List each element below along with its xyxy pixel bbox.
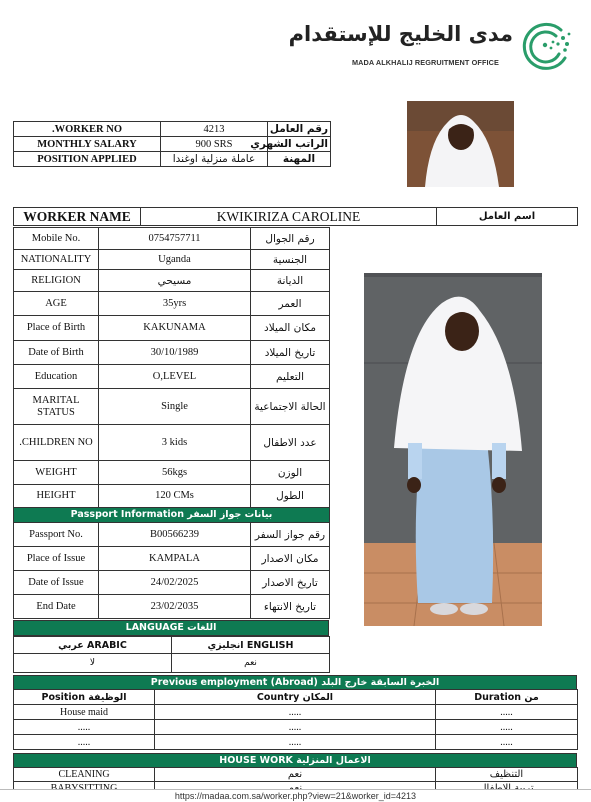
- marital-label-ar: الحالة الاجتماعية: [251, 389, 330, 425]
- worker-full-photo: [364, 273, 542, 626]
- passport-no-label-ar: رقم جواز السفر: [251, 523, 330, 547]
- height-value: 120 CMs: [99, 485, 251, 508]
- age-value: 35yrs: [99, 292, 251, 316]
- task-value: نعم: [155, 768, 436, 782]
- dob-label-ar: تاريخ الميلاد: [251, 341, 330, 365]
- dob-label: Date of Birth: [14, 341, 99, 365]
- table-row: [14, 690, 578, 705]
- language-section-heading: LANGUAGE اللغات: [13, 620, 329, 636]
- education-label-ar: التعليم: [251, 365, 330, 389]
- weight-value: 56kgs: [99, 461, 251, 485]
- worker-headshot-photo: [407, 101, 514, 187]
- position-value: عاملة منزلية اوغندا: [161, 152, 268, 167]
- table-row: [14, 389, 330, 425]
- position-label: POSITION APPLIED: [14, 152, 161, 167]
- table-row: [14, 137, 331, 152]
- logo-english-name: MADA ALKHALIJ REGRUITMENT OFFICE: [352, 58, 499, 67]
- worker-no-value: 4213: [161, 122, 268, 137]
- prev-position: .....: [14, 735, 155, 750]
- col-position-header: Position الوظيفة: [14, 690, 155, 705]
- weight-label-ar: الوزن: [251, 461, 330, 485]
- previous-employment-heading: Previous employment (Abroad) الخبرة السابقة خارج البلد: [13, 675, 577, 690]
- passport-section-heading: Passport Information بيانات جواز السفر: [14, 508, 330, 523]
- house-work-heading: HOUSE WORK الاعمال المنزلية: [13, 753, 577, 768]
- col-country-header: Country المكان: [155, 690, 436, 705]
- table-row: [14, 316, 330, 341]
- table-row: [14, 122, 331, 137]
- end-date-label-ar: تاريخ الانتهاء: [251, 595, 330, 619]
- company-logo: [288, 18, 575, 74]
- prev-country: .....: [155, 720, 436, 735]
- religion-label-ar: الديانة: [251, 270, 330, 292]
- end-date-value: 23/02/2035: [99, 595, 251, 619]
- issue-date-label: Date of Issue: [14, 571, 99, 595]
- table-row: [14, 485, 330, 508]
- english-value: نعم: [172, 654, 330, 673]
- nationality-label: NATIONALITY: [14, 250, 99, 270]
- arabic-label: ARABIC عربي: [14, 637, 172, 654]
- table-row: [14, 595, 330, 619]
- position-label-ar: المهنة: [268, 152, 331, 167]
- details-table: [13, 227, 330, 619]
- table-row: [14, 270, 330, 292]
- birthplace-value: KAKUNAMA: [99, 316, 251, 341]
- children-value: 3 kids: [99, 425, 251, 461]
- table-row: [14, 461, 330, 485]
- table-row: [14, 547, 330, 571]
- education-label: Education: [14, 365, 99, 389]
- passport-no-label: Passport No.: [14, 523, 99, 547]
- table-row: [14, 571, 330, 595]
- height-label: HEIGHT: [14, 485, 99, 508]
- worker-name-label-ar: اسم العامل: [437, 208, 578, 226]
- mobile-label: Mobile No.: [14, 228, 99, 250]
- table-row: [14, 365, 330, 389]
- marital-label: MARITAL STATUS: [14, 389, 99, 425]
- salary-label-ar: الراتب الشهري: [268, 137, 331, 152]
- table-row: [14, 341, 330, 365]
- birthplace-label: Place of Birth: [14, 316, 99, 341]
- dob-value: 30/10/1989: [99, 341, 251, 365]
- worker-name-table: [13, 207, 578, 226]
- summary-table: [13, 121, 331, 167]
- birthplace-label-ar: مكان الميلاد: [251, 316, 330, 341]
- logo-arabic-name: مدى الخليج للإستقدام: [288, 22, 513, 46]
- nationality-label-ar: الجنسية: [251, 250, 330, 270]
- table-row: [14, 228, 330, 250]
- prev-duration: .....: [436, 735, 578, 750]
- salary-value: 900 SRS: [161, 137, 268, 152]
- worker-name-label: WORKER NAME: [14, 208, 141, 226]
- table-row: [14, 768, 578, 782]
- end-date-label: End Date: [14, 595, 99, 619]
- mobile-label-ar: رقم الجوال: [251, 228, 330, 250]
- table-row: [14, 654, 330, 673]
- prev-duration: .....: [436, 705, 578, 720]
- prev-country: .....: [155, 705, 436, 720]
- task-name: CLEANING: [14, 768, 155, 782]
- col-duration-header: Duration من: [436, 690, 578, 705]
- education-value: O,LEVEL: [99, 365, 251, 389]
- worker-no-label-ar: رقم العامل: [268, 122, 331, 137]
- prev-duration: .....: [436, 720, 578, 735]
- issue-place-value: KAMPALA: [99, 547, 251, 571]
- table-row: [14, 425, 330, 461]
- mobile-value: 0754757711: [99, 228, 251, 250]
- age-label: AGE: [14, 292, 99, 316]
- children-label-ar: عدد الاطفال: [251, 425, 330, 461]
- table-row: [14, 292, 330, 316]
- table-row: [14, 735, 578, 750]
- religion-label: RELIGION: [14, 270, 99, 292]
- table-row: [14, 208, 578, 226]
- passport-heading-row: [14, 508, 330, 523]
- arabic-value: لا: [14, 654, 172, 673]
- children-label: .CHILDREN NO: [14, 425, 99, 461]
- footer-url: https://madaa.com.sa/worker.php?view=21&worker_id=4213: [0, 789, 591, 797]
- issue-date-value: 24/02/2025: [99, 571, 251, 595]
- marital-value: Single: [99, 389, 251, 425]
- nationality-value: Uganda: [99, 250, 251, 270]
- previous-employment-table: [13, 689, 578, 750]
- passport-no-value: B00566239: [99, 523, 251, 547]
- crescent-dots-logo-icon: [515, 18, 573, 74]
- weight-label: WEIGHT: [14, 461, 99, 485]
- worker-name-value: KWIKIRIZA CAROLINE: [141, 208, 437, 226]
- language-table: [13, 636, 330, 673]
- prev-position: House maid: [14, 705, 155, 720]
- height-label-ar: الطول: [251, 485, 330, 508]
- issue-date-label-ar: تاريخ الاصدار: [251, 571, 330, 595]
- worker-no-label: .WORKER NO: [14, 122, 161, 137]
- age-label-ar: العمر: [251, 292, 330, 316]
- task-name-ar: التنظيف: [436, 768, 578, 782]
- issue-place-label: Place of Issue: [14, 547, 99, 571]
- table-row: [14, 152, 331, 167]
- table-row: [14, 250, 330, 270]
- table-row: [14, 523, 330, 547]
- table-row: [14, 637, 330, 654]
- english-label: ENGLISH انجليزي: [172, 637, 330, 654]
- table-row: [14, 705, 578, 720]
- prev-position: .....: [14, 720, 155, 735]
- table-row: [14, 720, 578, 735]
- salary-label: MONTHLY SALARY: [14, 137, 161, 152]
- religion-value: مسيحي: [99, 270, 251, 292]
- issue-place-label-ar: مكان الاصدار: [251, 547, 330, 571]
- prev-country: .....: [155, 735, 436, 750]
